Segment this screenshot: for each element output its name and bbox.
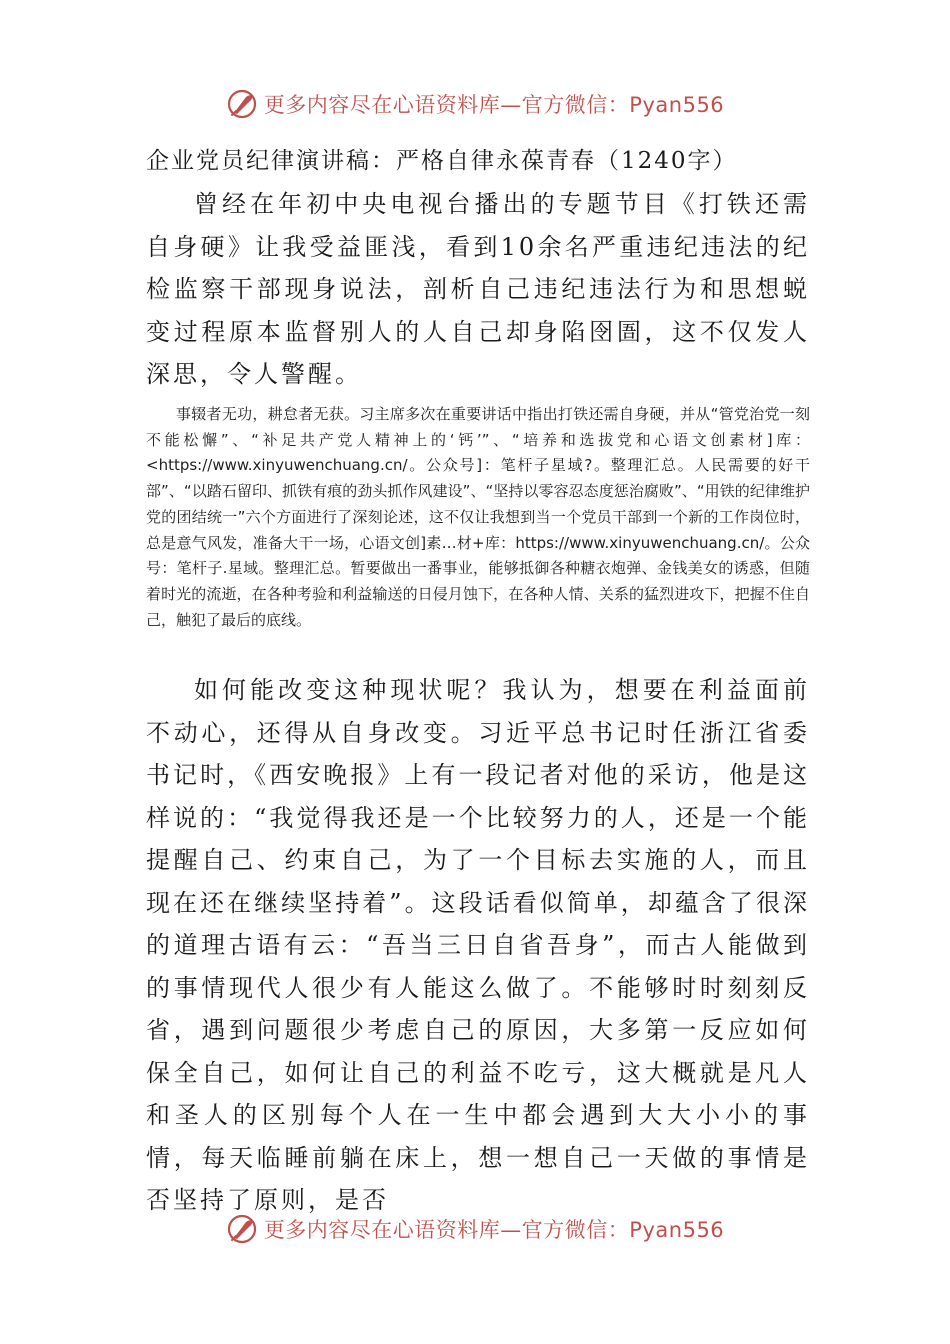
paragraph-1: 曾经在年初中央电视台播出的专题节目《打铁还需自身硬》让我受益匪浅，看到10余名严重违纪违法的纪检监察干部现身说法，剖析自己违纪违法行为和思想蜕变过程原本监督别人的人自己却身陷囹圄，这不仅发人深思，令人警醒。 — [146, 190, 810, 388]
banner-text: 更多内容尽在心语资料库—官方微信：Pyan556 — [263, 93, 725, 117]
document-title: 企业党员纪律演讲稿：严格自律永葆青春（1240字） — [146, 148, 738, 174]
header-banner — [0, 82, 950, 126]
footer-banner — [0, 1207, 950, 1251]
quill-pen-logo-icon — [226, 88, 258, 120]
paragraph-3: 如何能改变这种现状呢？我认为，想要在利益面前不动心，还得从自身改变。习近平总书记时任浙江省委书记时，《西安晚报》上有一段记者对他的采访，他是这样说的：“我觉得我还是一个比较努力的人，还是一个能提醒自己、约束自己，为了一个目标去实施的人，而且现在还在继续坚持着”。这段话看似简单，却蕴含了很深的道理古语有云：“吾当三日自省吾身”，而古人能做到的事情现代人很少有人能这么做了。不能够时时刻刻反省，遇到问题很少考虑自己的原因，大多第一反应如何保全自己，如何让自己的利益不吃亏，这大概就是凡人和圣人的区别每个人在一生中都会遇到大大小小的事情，每天临睡前躺在床上，想一想自己一天做的事情是否坚持了原则，是否 — [146, 676, 810, 1214]
banner-text: 更多内容尽在心语资料库—官方微信：Pyan556 — [263, 1218, 725, 1242]
paragraph-2: 事辍者无功，耕怠者无获。习主席多次在重要讲话中指出打铁还需自身硬，并从“管党治党一刻不能松懈”、“补足共产党人精神上的‘钙’”、“培养和选拔党和心语文创素材]库：<https://www.xinyuwenchuang.cn/。公众号]：笔杆子星域?。整理汇总。人民需要的好干部”、“以踏石留印、抓铁有痕的劲头抓作风建设”、“坚持以零容忍态度惩治腐败”、“用铁的纪律维护党的团结统一”六个方面进行了深刻论述，这不仅让我想到当一个党员干部到一个新的工作岗位时，总是意气风发，准备大干一场，心语文创]素…材+库：https://www.xinyuwenchuang.cn/。公众号：笔杆子.星域。整理汇总。暂要做出一番事业，能够抵御各种糖衣炮弹、金钱美女的诱惑，但随着时光的流逝，在各种考验和利益输送的日侵月蚀下，在各种人情、关系的猛烈进攻下，把握不住自己，触犯了最后的底线。 — [146, 405, 810, 629]
quill-pen-logo-icon — [226, 1213, 258, 1245]
